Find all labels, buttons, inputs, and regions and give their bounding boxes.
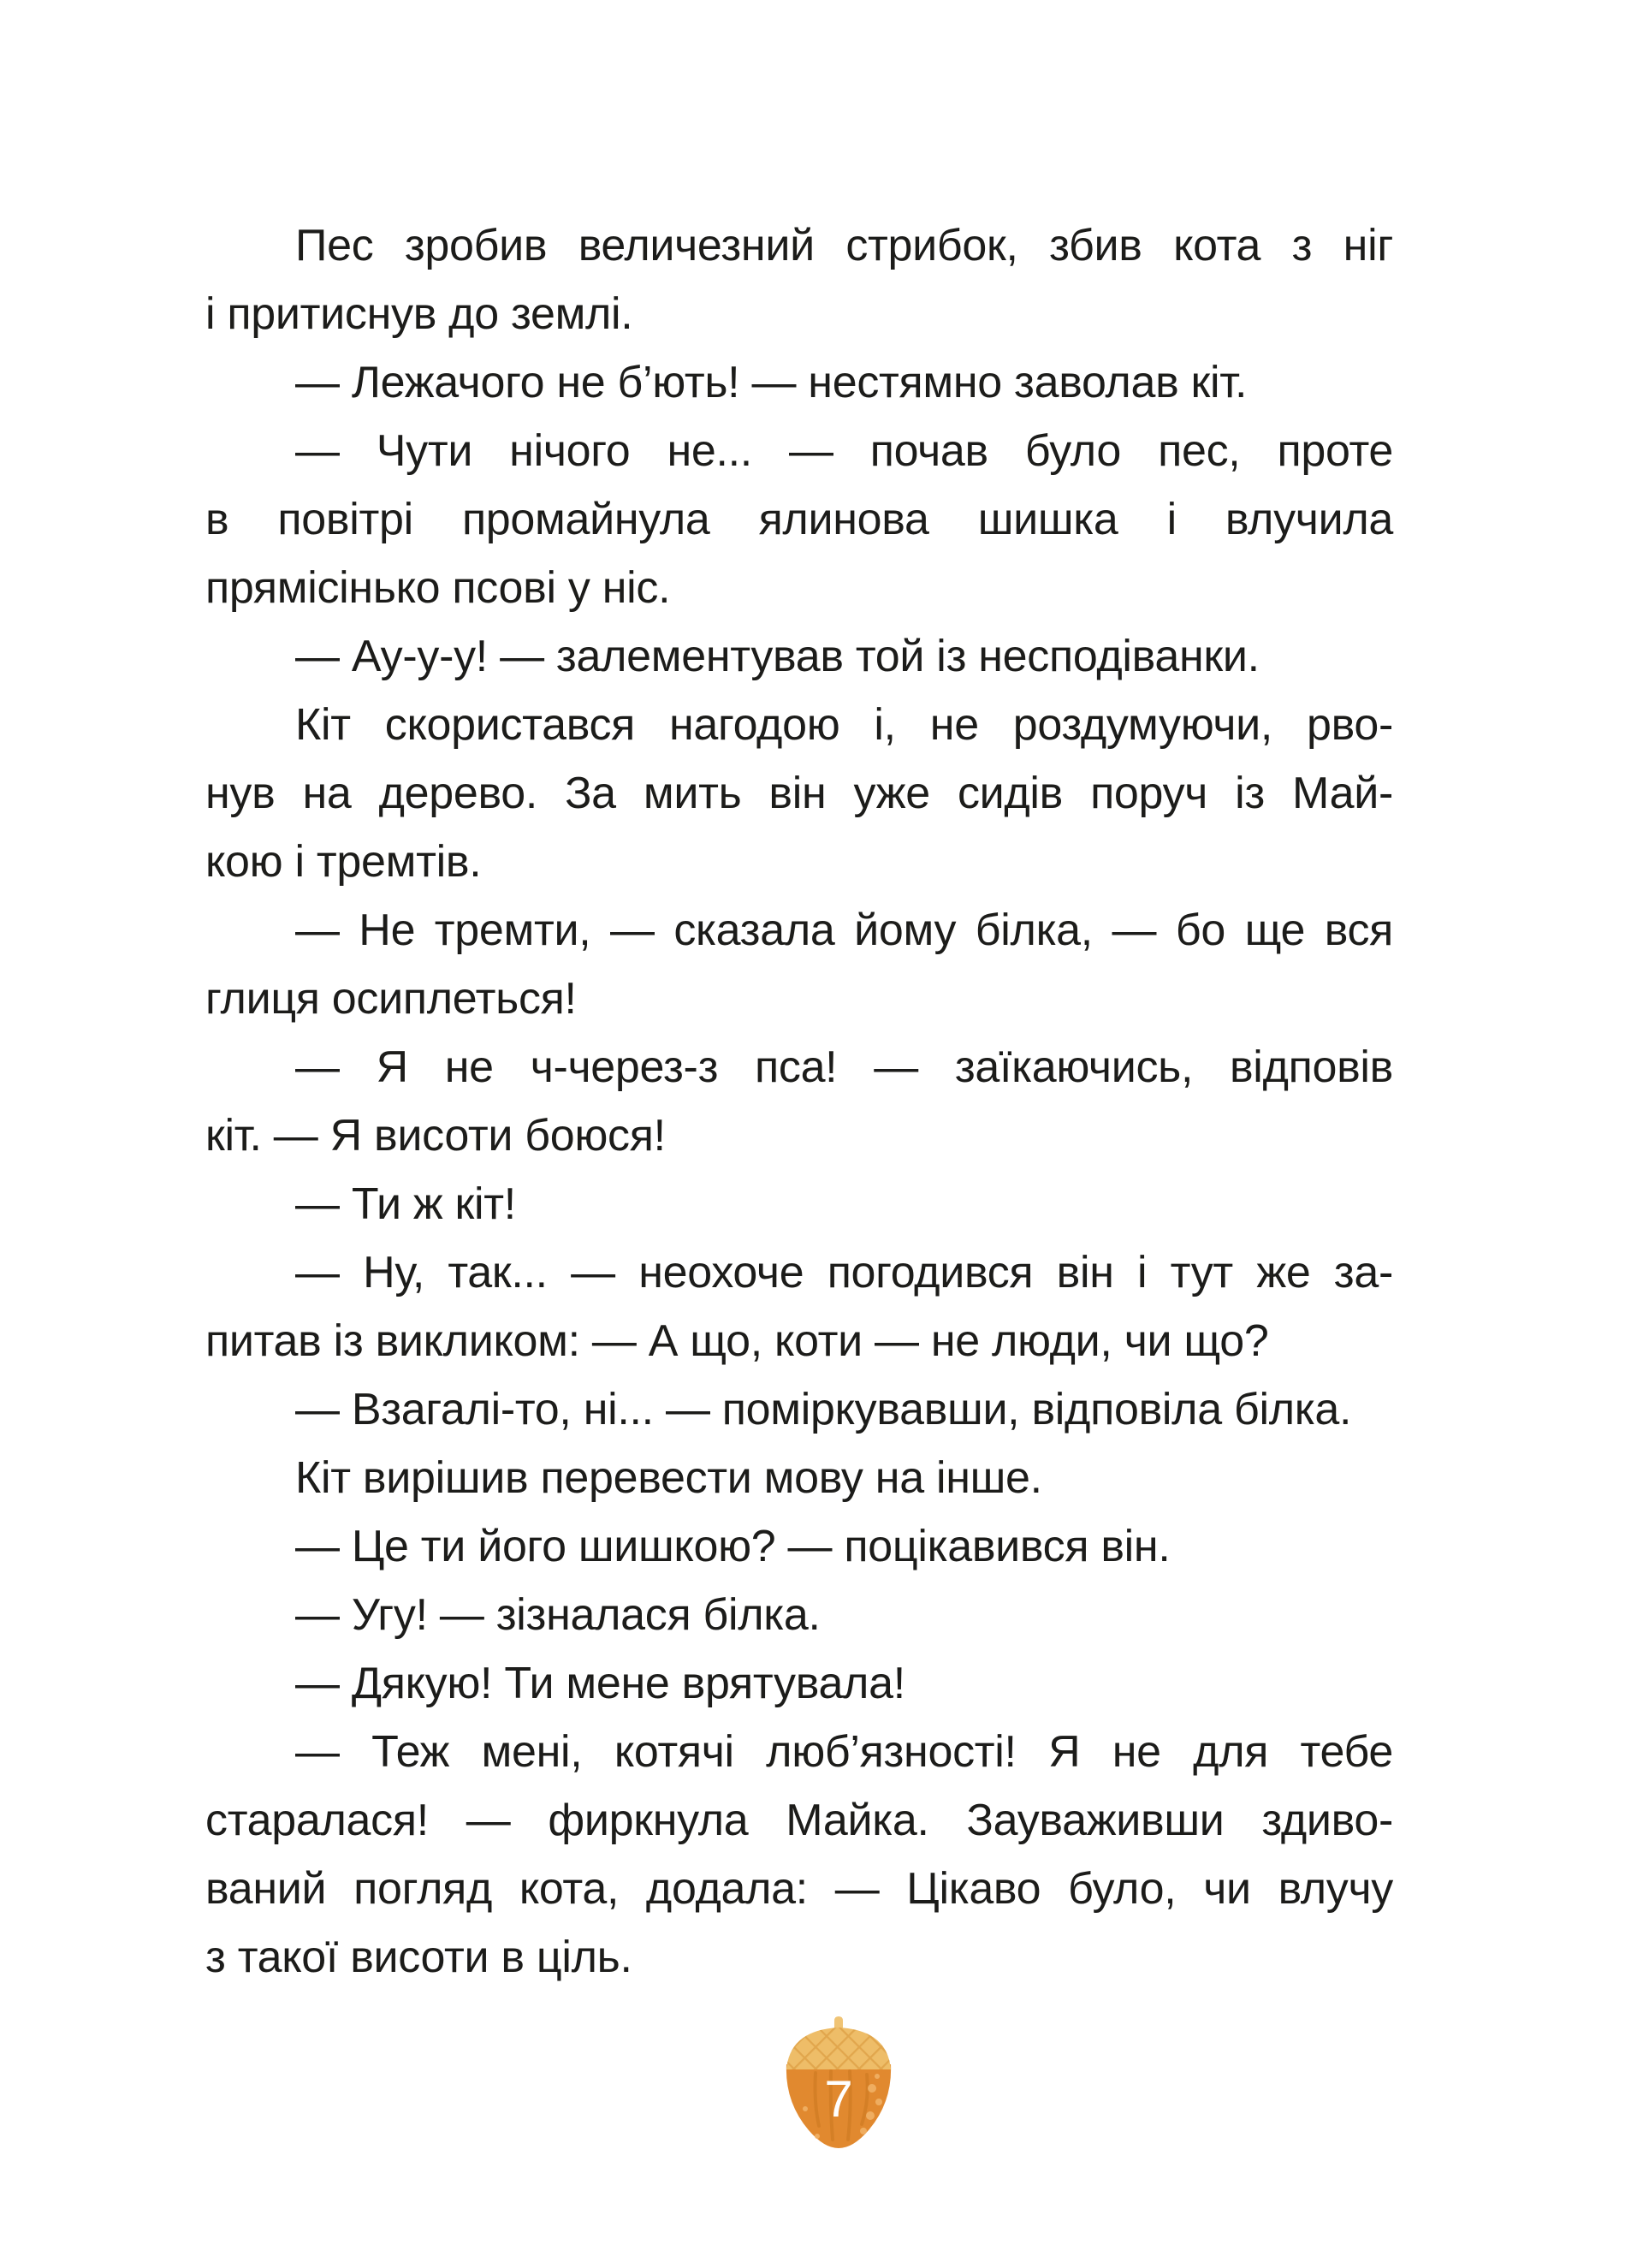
story-line-5: в повітрі промайнула ялинова шишка і влучила (205, 495, 1393, 544)
story-line-14: кіт. — Я висоти боюся! (205, 1111, 666, 1161)
story-line-3: — Лежачого не б’ють! — нестямно заволав кіт. (295, 358, 1248, 407)
story-line-13: — Я не ч-через-з пса! — заїкаючись, відповів (295, 1042, 1393, 1092)
story-line-16: — Ну, так... — неохоче погодився він і тут же за- (295, 1248, 1393, 1297)
story-line-12: глиця осиплеться! (205, 974, 577, 1024)
story-line-25: ваний погляд кота, додала: — Цікаво було, чи влучу (205, 1864, 1393, 1914)
story-line-11: — Не тремти, — сказала йому білка, — бо ще вся (295, 905, 1393, 955)
story-line-21: — Угу! — зізналася білка. (295, 1590, 821, 1640)
story-line-4: — Чути нічого не... — почав було пес, проте (295, 426, 1393, 476)
page-number: 7 (824, 2070, 853, 2128)
story-line-23: — Теж мені, котячі люб’язності! Я не для тебе (295, 1727, 1393, 1777)
story-line-6: прямісінько псові у ніс. (205, 563, 671, 613)
story-line-20: — Це ти його шишкою? — поцікавився він. (295, 1522, 1171, 1571)
story-line-17: питав із викликом: — А що, коти — не люди, чи що? (205, 1316, 1269, 1366)
story-line-9: нув на дерево. За мить він уже сидів поруч із Май- (205, 769, 1393, 818)
story-line-2: і притиснув до землі. (205, 289, 633, 339)
acorn-cap-pattern (786, 2028, 891, 2069)
story-line-7: — Ау-у-у! — залементував той із несподіванки. (295, 632, 1260, 681)
story-line-22: — Дякую! Ти мене врятувала! (295, 1659, 905, 1708)
story-line-26: з такої висоти в ціль. (205, 1933, 632, 1982)
story-line-1: Пес зробив величезний стрибок, збив кота з ніг (295, 221, 1393, 270)
story-line-15: — Ти ж кіт! (295, 1179, 516, 1229)
story-text-block (205, 211, 1393, 1992)
story-line-24: старалася! — фиркнула Майка. Зауваживши здиво- (205, 1796, 1393, 1845)
acorn-icon (783, 2013, 894, 2150)
story-line-8: Кіт скористався нагодою і, не роздумуючи, рво- (295, 700, 1393, 750)
page-number-acorn (783, 2013, 894, 2150)
story-line-19: Кіт вирішив перевести мову на інше. (295, 1453, 1042, 1503)
story-line-10: кою і тремтів. (205, 837, 482, 887)
story-line-18: — Взагалі-то, ні... — поміркувавши, відповіла білка. (295, 1385, 1352, 1434)
